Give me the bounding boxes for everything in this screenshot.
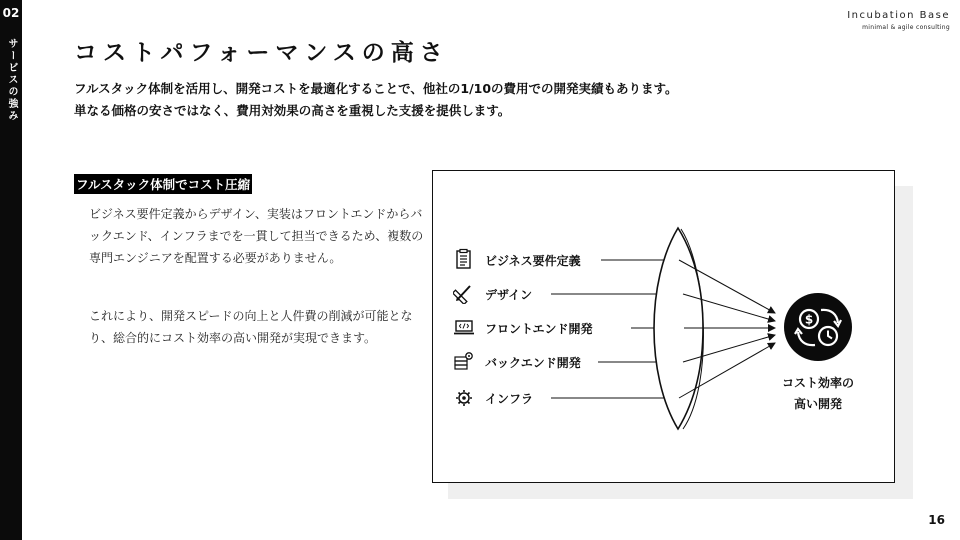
page-number: 16 xyxy=(928,513,945,527)
result-line-2: 高い開発 xyxy=(793,397,842,411)
gear-cloud-icon xyxy=(453,387,475,409)
lead-line-1: フルスタック体制を活用し、開発コストを最適化することで、他社の1/10の費用での開発実績もあります。 xyxy=(74,81,678,96)
laptop-code-icon xyxy=(453,317,475,339)
diagram-item-label: デザイン xyxy=(485,287,533,302)
lead-line-2: 単なる価格の安さではなく、費用対効果の高さを重視した支援を提供します。 xyxy=(74,103,511,118)
design-tools-icon xyxy=(453,283,475,305)
result-caption xyxy=(763,373,873,415)
page-title: コストパフォーマンスの高さ xyxy=(74,40,449,66)
sidebar xyxy=(0,0,22,540)
section-paragraph-1: ビジネス要件定義からデザイン、実装はフロントエンドからバックエンド、インフラまでを一貫して担当できるため、複数の専門エンジニアを配置する必要がありません。 xyxy=(89,207,424,265)
diagram-item-frontend xyxy=(453,316,593,340)
svg-text:$: $ xyxy=(804,312,814,327)
brand-tagline: minimal & agile consulting xyxy=(862,24,950,31)
section-vertical-title: サービスの強み xyxy=(6,38,17,122)
diagram-item-business xyxy=(453,248,581,272)
diagram-item-label: インフラ xyxy=(485,391,534,406)
brand-logo xyxy=(847,10,950,31)
section-label: フルスタック体制でコスト圧縮 xyxy=(74,174,252,194)
diagram-item-infra xyxy=(453,386,533,410)
diagram-item-label: ビジネス要件定義 xyxy=(485,253,581,268)
result-line-1: コスト効率の xyxy=(781,376,854,390)
diagram-item-backend xyxy=(453,350,581,374)
diagram-item-design xyxy=(453,282,532,306)
document-list-icon xyxy=(453,249,475,271)
server-gear-icon xyxy=(453,351,475,373)
section-number: 02 xyxy=(2,6,20,20)
dollar-clock-cycle-icon xyxy=(783,292,853,362)
diagram-panel xyxy=(432,170,895,483)
brand-name: Incubation Base xyxy=(847,10,950,21)
diagram-item-label: バックエンド開発 xyxy=(485,355,581,370)
section-paragraph-2: これにより、開発スピードの向上と人件費の削減が可能となり、総合的にコスト効率の高い開発が実現できます。 xyxy=(89,309,413,345)
diagram-item-label: フロントエンド開発 xyxy=(485,321,593,336)
lead-text xyxy=(74,78,678,122)
